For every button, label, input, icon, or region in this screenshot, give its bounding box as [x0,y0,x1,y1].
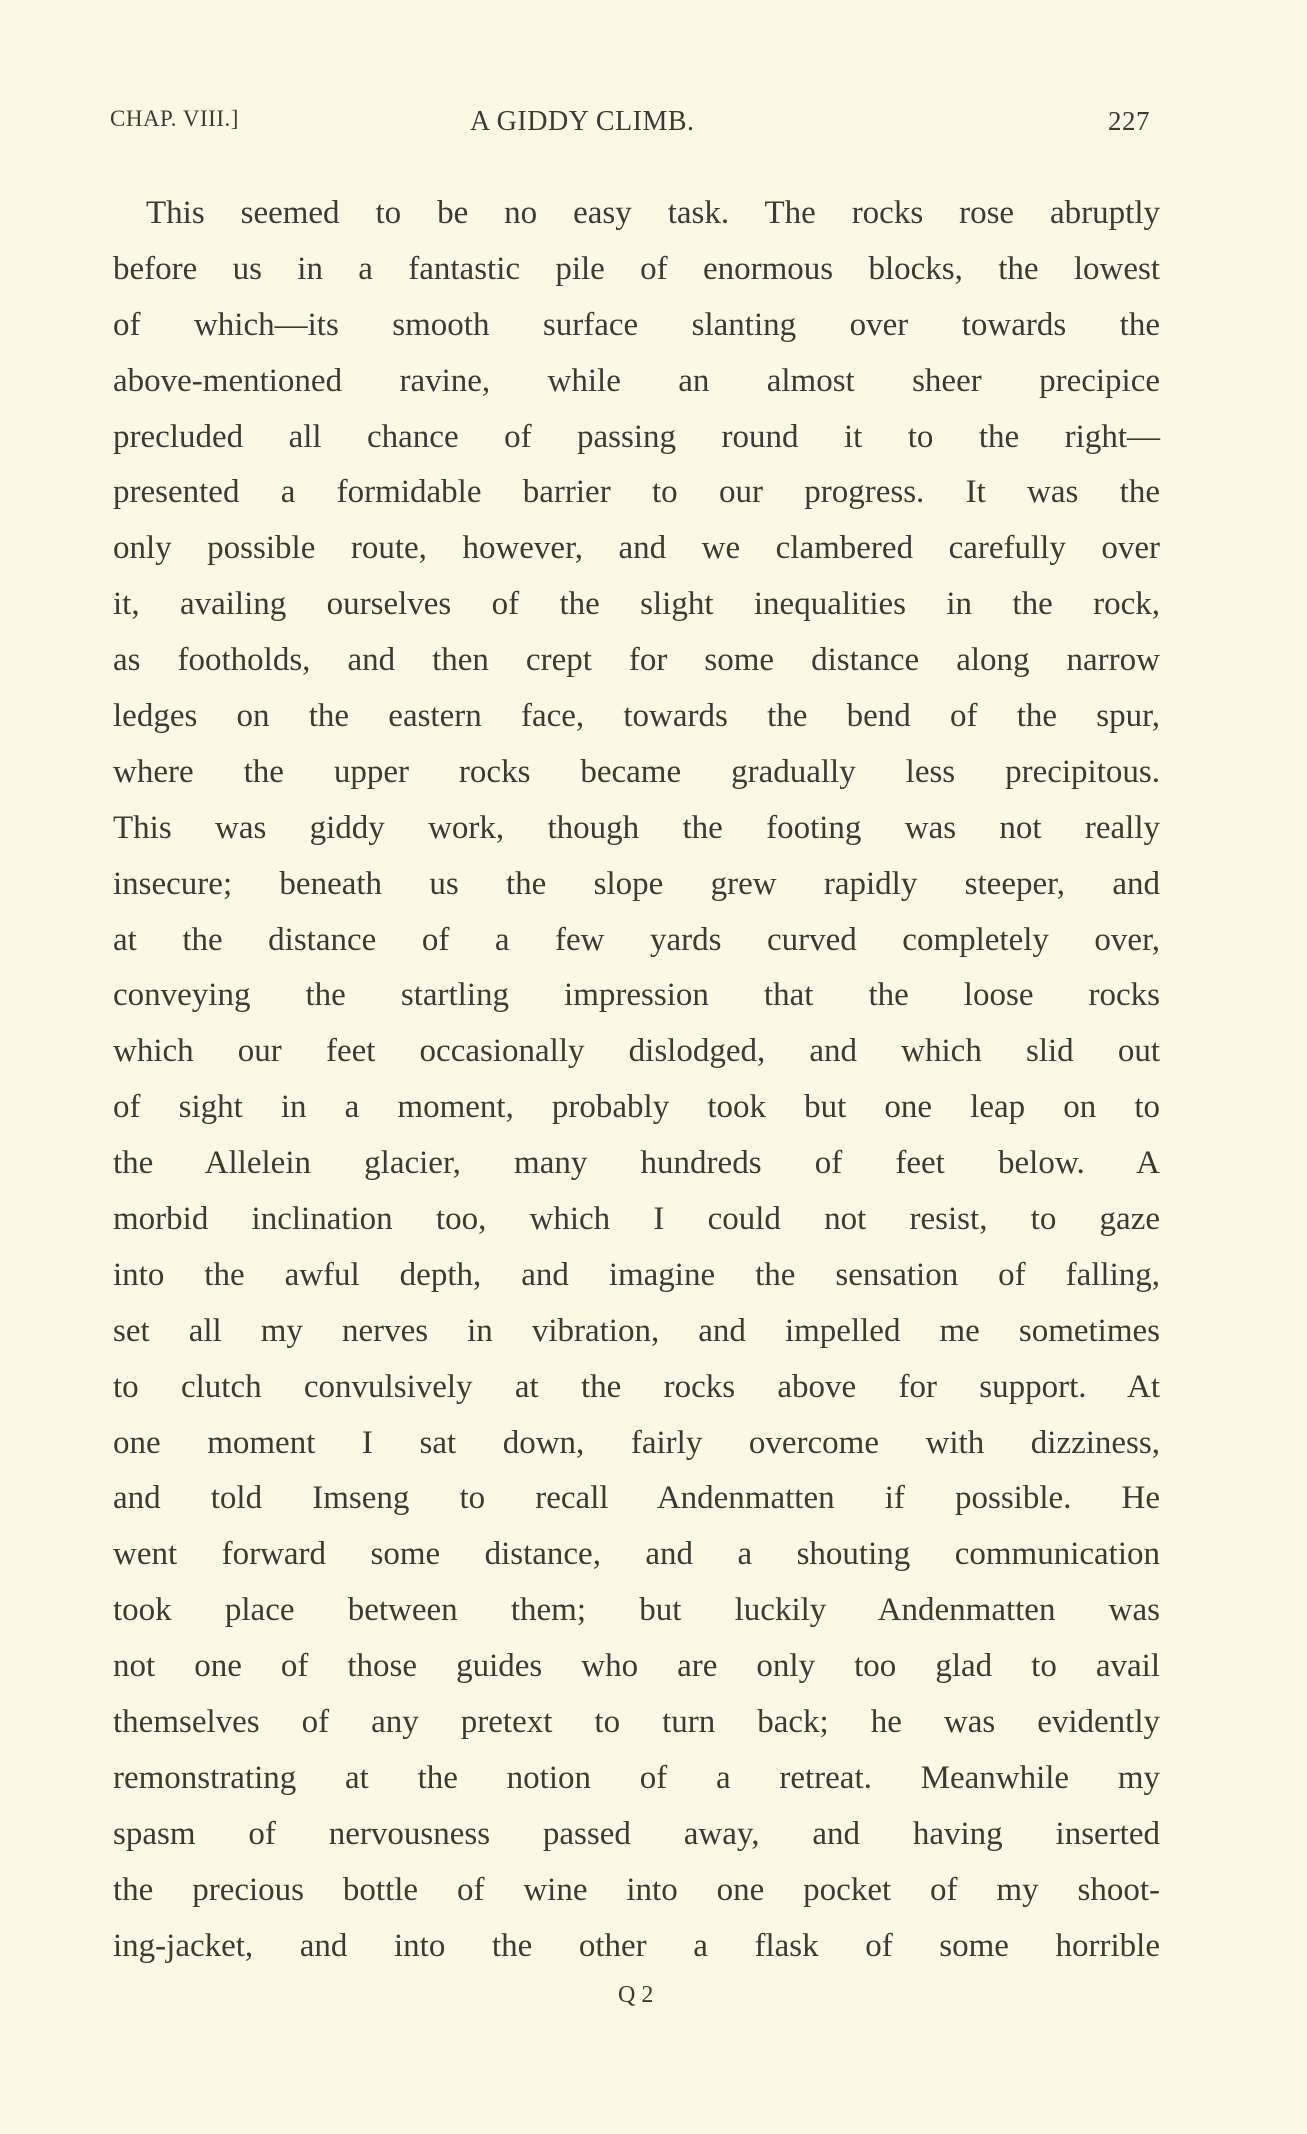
text-line: only possible route, however, and we clambered carefully over [113,530,1160,567]
text-line: themselves of any pretext to turn back; he was evidently [113,1704,1160,1741]
text-line: ledges on the eastern face, towards the bend of the spur, [113,698,1160,735]
text-line: This was giddy work, though the footing was not really [113,809,1160,846]
text-line: spasm of nervousness passed away, and having inserted [113,1815,1160,1852]
body-text [113,186,1160,1975]
text-line: one moment I sat down, fairly overcome with dizziness, [113,1424,1160,1461]
text-line: not one of those guides who are only too glad to avail [113,1648,1160,1685]
text-line: at the distance of a few yards curved completely over, [113,921,1160,958]
running-head-chapter: CHAP. VIII.] [110,106,239,131]
text-line: presented a formidable barrier to our progress. It was the [113,474,1160,511]
text-line: of which—its smooth surface slanting over towards the [113,306,1160,343]
text-line: where the upper rocks became gradually less precipitous. [113,753,1160,790]
page-number: 227 [1108,106,1150,136]
text-line: the precious bottle of wine into one pocket of my shoot- [113,1871,1160,1908]
text-line: took place between them; but luckily Andenmatten was [113,1592,1160,1629]
text-line: and told Imseng to recall Andenmatten if possible. He [113,1480,1160,1517]
text-line: before us in a fantastic pile of enormous blocks, the lowest [113,250,1160,287]
text-line: of sight in a moment, probably took but one leap on to [113,1089,1160,1126]
text-line: set all my nerves in vibration, and impelled me sometimes [113,1312,1160,1349]
text-line: insecure; beneath us the slope grew rapidly steeper, and [113,865,1160,902]
text-line: went forward some distance, and a shouting communication [113,1536,1160,1573]
text-line: morbid inclination too, which I could not resist, to gaze [113,1201,1160,1238]
text-line: This seemed to be no easy task. The rocks rose abruptly [113,195,1160,231]
text-line: to clutch convulsively at the rocks above for support. At [113,1368,1160,1405]
signature-mark: Q 2 [618,1982,654,2008]
text-line: as footholds, and then crept for some distance along narrow [113,642,1160,679]
text-line: remonstrating at the notion of a retreat. Meanwhile my [113,1759,1160,1796]
text-line: above-mentioned ravine, while an almost sheer precipice [113,362,1160,399]
text-line: into the awful depth, and imagine the sensation of falling, [113,1256,1160,1293]
text-line: precluded all chance of passing round it to the right— [113,418,1160,455]
text-line: the Allelein glacier, many hundreds of feet below. A [113,1145,1160,1182]
running-head-title: A GIDDY CLIMB. [470,106,695,137]
text-line: which our feet occasionally dislodged, and which slid out [113,1033,1160,1070]
text-line: ing-jacket, and into the other a flask of some horrible [113,1927,1160,1964]
text-line: it, availing ourselves of the slight inequalities in the rock, [113,586,1160,623]
text-line: conveying the startling impression that the loose rocks [113,977,1160,1014]
